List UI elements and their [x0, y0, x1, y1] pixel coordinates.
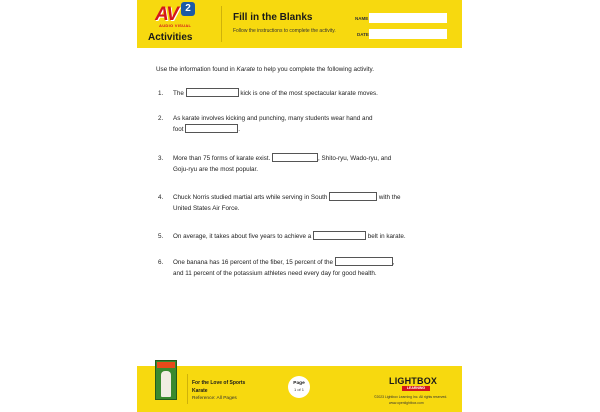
- series-title: For the Love of Sports: [192, 380, 246, 386]
- page-footer: [137, 366, 462, 412]
- header-divider: [221, 6, 222, 42]
- answer-blank-3[interactable]: [272, 153, 318, 162]
- question-number: 5.: [158, 233, 164, 240]
- page-instructions: Follow the instructions to complete the activity.: [233, 28, 336, 34]
- page-title: Fill in the Blanks: [233, 12, 313, 23]
- publisher-sub-badge: LEARNING: [402, 386, 430, 391]
- answer-blank-4[interactable]: [329, 192, 377, 201]
- page-number: 1 of 1: [293, 387, 304, 392]
- footer-divider: [187, 374, 188, 404]
- book-name: Karate: [192, 388, 208, 394]
- logo-tagline: AUDIO VISUAL: [159, 23, 192, 28]
- question-number: 4.: [158, 194, 164, 201]
- page-indicator: Page 1 of 1: [288, 376, 310, 398]
- question-number: 6.: [158, 259, 164, 266]
- logo-badge: 2: [181, 2, 195, 16]
- activity-intro: Use the information found in Karate to help you complete the following activity.: [156, 66, 374, 73]
- answer-blank-5[interactable]: [313, 231, 366, 240]
- cover-karate-figure: [161, 371, 171, 397]
- date-field[interactable]: [369, 29, 447, 39]
- date-label: DATE: [357, 32, 369, 37]
- publisher-url: www.openlightbox.com: [389, 401, 424, 405]
- reference-note: Reference: All Pages: [192, 396, 237, 401]
- name-field[interactable]: [369, 13, 447, 23]
- book-cover-thumbnail: [155, 360, 177, 400]
- answer-blank-2[interactable]: [185, 124, 238, 133]
- book-title: Karate: [236, 66, 256, 73]
- cover-title-band: [157, 362, 175, 368]
- question-number: 3.: [158, 155, 164, 162]
- section-label: Activities: [148, 32, 193, 43]
- worksheet-page: AV 2 AUDIO VISUAL Activities Fill in the Blanks Follow the instructions to complete the activity. NAME DATE Use the information found in Karate to help you complete the following activity. 1. The kick is one of the most spectacular karate moves. 2. As karate involves kicking and punching, many students wear hand and foot . 3. More than 75 forms of karate exist. , Shito-ryu, Wado-ryu, and Goju-ryu are the most popular. 4. Chuck Norris studied martial arts while serving in South with the United States Air Force. 5. On average, it takes about five years to achieve a belt in karate. 6. One banana has 16 percent of the fiber, 15 percent of the , and 11 percent of the potassium athletes need every day for good health. For the Love of Sports Karate Reference: All Pages Page 1 of 1 LIGHTBOX LEARNING ©2023 Lightbox Learning Inc. All rights reserved. www.openlightbox.com: [137, 0, 462, 412]
- av2-logo: [147, 4, 211, 44]
- answer-blank-6[interactable]: [335, 257, 393, 266]
- answer-blank-1[interactable]: [186, 88, 239, 97]
- copyright-text: ©2023 Lightbox Learning Inc. All rights reserved.: [374, 395, 448, 399]
- page-header: [137, 0, 462, 48]
- logo-text: AV: [155, 4, 178, 25]
- question-number: 1.: [158, 90, 164, 97]
- question-number: 2.: [158, 115, 164, 122]
- publisher-logo: LIGHTBOX: [389, 376, 438, 386]
- name-label: NAME: [355, 16, 369, 21]
